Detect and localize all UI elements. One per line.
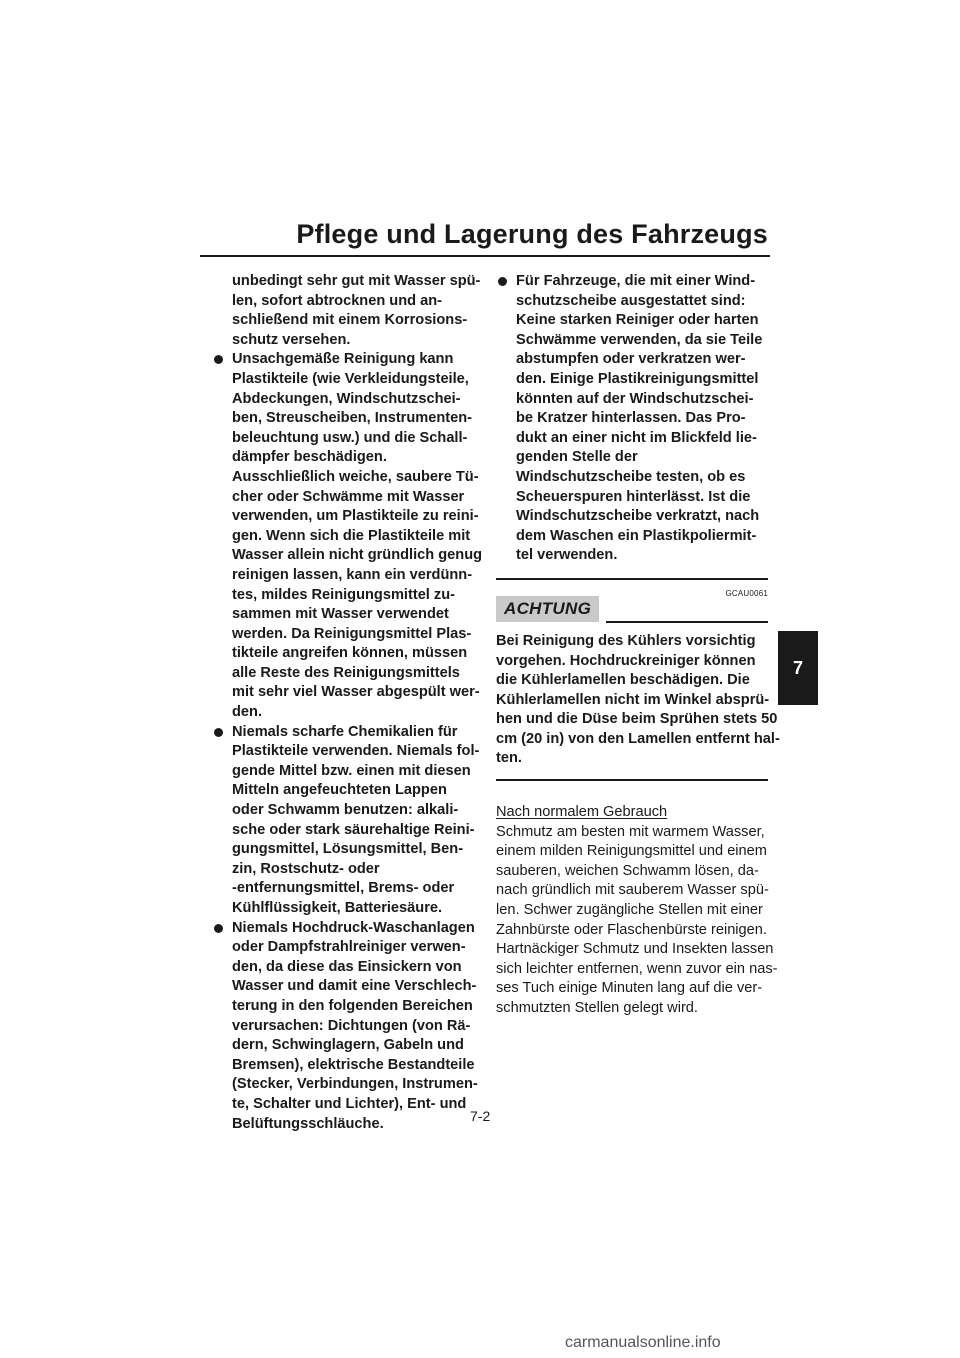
text-line: ten. <box>496 750 522 767</box>
notice-code-row <box>496 580 768 598</box>
text-line: len, sofort abtrocknen und an- <box>232 292 442 309</box>
text-line: Scheuerspuren hinterlässt. Ist die <box>516 488 751 505</box>
text-line: hen und die Düse beim Sprühen stets 50 <box>496 711 778 728</box>
text-line: den. Einige Plastikreinigungsmittel <box>516 370 759 387</box>
text-line: dem Waschen ein Plastikpoliermit- <box>516 527 757 544</box>
text-line: terung in den folgenden Bereichen <box>232 997 473 1014</box>
intro-paragraph <box>212 272 481 350</box>
text-line: Niemals Hochdruck-Waschanlagen <box>232 919 475 936</box>
text-line: Bremsen), elektrische Bestandteile <box>232 1056 475 1073</box>
text-line: schmutzten Stellen gelegt wird. <box>496 1000 698 1016</box>
text-line: te, Schalter und Lichter), Ent- und <box>232 1095 467 1112</box>
text-line: Plastikteile (wie Verkleidungsteile, <box>232 370 469 387</box>
text-line: Wasser und damit eine Verschlech- <box>232 978 477 995</box>
text-line: schutz versehen. <box>232 331 351 348</box>
notice-code: GCAU0061 <box>725 588 768 598</box>
text-line: nach gründlich mit sauberem Wasser spü- <box>496 882 769 899</box>
text-line: den. <box>232 704 262 721</box>
text-line: oder Schwamm benutzen: alkali- <box>232 802 459 819</box>
text-line: werden. Da Reinigungsmittel Plas- <box>232 625 472 642</box>
text-line: sche oder stark säurehaltige Reini- <box>232 821 475 838</box>
text-line: cm (20 in) von den Lamellen entfernt hal- <box>496 730 780 747</box>
bullet-icon <box>214 728 223 737</box>
text-line: alle Reste des Reinigungsmittels <box>232 664 460 681</box>
text-line: Bei Reinigung des Kühlers vorsichtig <box>496 632 756 649</box>
text-line: verursachen: Dichtungen (von Rä- <box>232 1017 471 1034</box>
text-line: be Kratzer hinterlassen. Das Pro- <box>516 410 746 427</box>
title-rule <box>200 255 770 257</box>
page-title: Pflege und Lagerung des Fahrzeugs <box>296 219 768 249</box>
text-line: tes, mildes Reinigungsmittel zu- <box>232 586 455 603</box>
text-line: gen. Wenn sich die Plastikteile mit <box>232 527 471 544</box>
text-line: dämpfer beschädigen. <box>232 449 387 466</box>
text-line: unbedingt sehr gut mit Wasser spü- <box>232 273 481 289</box>
text-line: Unsachgemäße Reinigung kann <box>232 351 454 368</box>
text-line: Wasser allein nicht gründlich genug <box>232 547 483 564</box>
section-subheading: Nach normalem Gebrauch <box>496 804 668 821</box>
text-line: genden Stelle der <box>516 449 638 466</box>
bullet-item <box>496 272 763 566</box>
text-line: schutzscheibe ausgestattet sind: <box>516 292 746 309</box>
notice-header <box>496 596 758 626</box>
bullet-icon <box>498 277 507 286</box>
text-line: Kühlflüssigkeit, Batteriesäure. <box>232 900 443 916</box>
text-line: Windschutzscheibe testen, ob es <box>516 468 746 485</box>
text-line: sich leichter entfernen, wenn zuvor ein nas- <box>496 960 778 977</box>
text-line: -entfernungsmittel, Brems- oder <box>232 880 455 897</box>
text-line: oder Dampfstrahlreiniger verwen- <box>232 939 466 956</box>
text-line: Hartnäckiger Schmutz und Insekten lassen <box>496 941 774 958</box>
text-line: tel verwenden. <box>516 547 618 564</box>
watermark: carmanualsonline.info <box>565 1334 721 1351</box>
text-line: Plastikteile verwenden. Niemals fol- <box>232 743 480 760</box>
text-line: einem milden Reinigungsmittel und einem <box>496 843 767 860</box>
text-line: Kühlerlamellen nicht im Winkel absprü- <box>496 691 770 708</box>
text-line: den, da diese das Einsickern von <box>232 958 462 975</box>
text-line: Belüftungsschläuche. <box>232 1115 384 1132</box>
text-line: könnten auf der Windschutzschei- <box>516 390 754 407</box>
text-line: Ausschließlich weiche, saubere Tü- <box>232 468 479 485</box>
text-line: Mitteln angefeuchteten Lappen <box>232 782 447 799</box>
text-line: gende Mittel bzw. einen mit diesen <box>232 762 471 779</box>
notice-text <box>496 632 780 769</box>
section-normal-use <box>496 803 778 1019</box>
text-line: beleuchtung usw.) und die Schall- <box>232 429 468 446</box>
text-line: vorgehen. Hochdruckreiniger können <box>496 652 756 669</box>
text-line: schließend mit einem Korrosions- <box>232 312 468 329</box>
text-line: tikteile angreifen können, müssen <box>232 645 468 662</box>
bullet-icon <box>214 355 223 364</box>
text-line: Schmutz am besten mit warmem Wasser, <box>496 823 765 840</box>
text-line: Niemals scharfe Chemikalien für <box>232 723 458 740</box>
text-line: Windschutzscheibe verkratzt, nach <box>516 508 760 525</box>
text-line: Keine starken Reiniger oder harten <box>516 312 759 329</box>
text-line: dern, Schwinglagern, Gabeln und <box>232 1037 464 1054</box>
text-line: Abdeckungen, Windschutzschei- <box>232 390 461 407</box>
bullet-item <box>212 350 483 722</box>
notice-label: ACHTUNG <box>496 596 599 622</box>
text-line: reinigen lassen, kann ein verdünn- <box>232 566 473 583</box>
text-line: mit sehr viel Wasser abgespült wer- <box>232 684 480 701</box>
text-line: sauberen, weichen Schwamm lösen, da- <box>496 862 759 879</box>
text-line: cher oder Schwämme mit Wasser <box>232 488 465 505</box>
right-column <box>496 272 780 1019</box>
chapter-tab: 7 <box>778 631 818 705</box>
text-line: ses Tuch einige Minuten lang auf die ver- <box>496 980 763 997</box>
text-line: ben, Streuscheiben, Instrumenten- <box>232 410 473 427</box>
text-line: (Stecker, Verbindungen, Instrumen- <box>232 1076 478 1093</box>
text-line: Zahnbürste oder Flaschenbürste reinigen. <box>496 921 767 938</box>
text-line: verwenden, um Plastikteile zu reini- <box>232 508 479 525</box>
text-line: Für Fahrzeuge, die mit einer Wind- <box>516 273 756 289</box>
text-line: dukt an einer nicht im Blickfeld lie- <box>516 429 757 446</box>
text-line: gungsmittel, Lösungsmittel, Ben- <box>232 841 464 858</box>
text-line: abstumpfen oder verkratzen wer- <box>516 351 746 368</box>
page-number: 7-2 <box>470 1108 491 1124</box>
text-line: zin, Rostschutz- oder <box>232 860 380 877</box>
bullet-item <box>212 919 478 1135</box>
text-line: sammen mit Wasser verwendet <box>232 606 449 623</box>
text-line: die Kühlerlamellen beschädigen. Die <box>496 672 750 689</box>
text-line: len. Schwer zugängliche Stellen mit einer <box>496 902 763 919</box>
text-line: Schwämme verwenden, da sie Teile <box>516 331 763 348</box>
bullet-icon <box>214 924 223 933</box>
notice-header-rule <box>606 621 768 623</box>
bullet-item <box>212 723 480 919</box>
